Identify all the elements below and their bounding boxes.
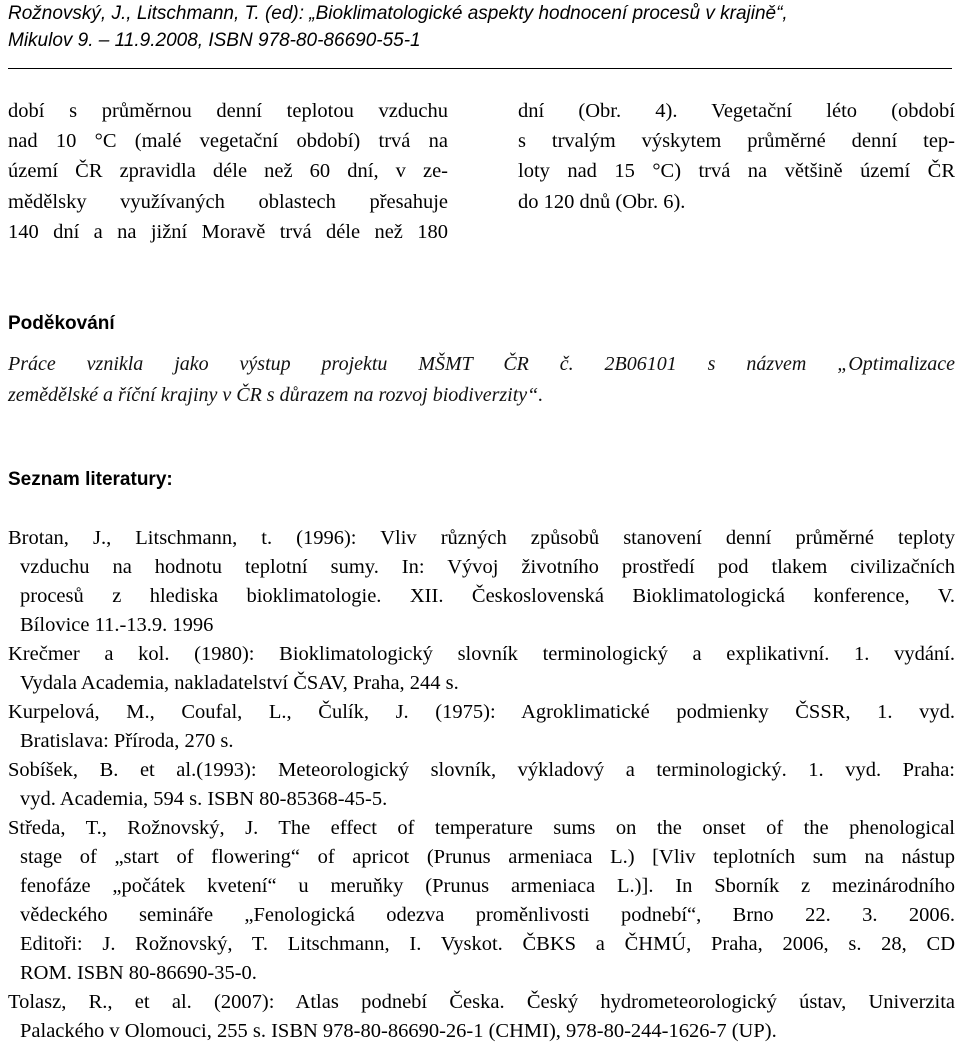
reference-entry — [8, 640, 955, 698]
right-text-column — [518, 96, 955, 217]
body-text-line: nad 10 °C (malé vegetační období) trvá na — [8, 130, 448, 153]
reference-line: procesů z hlediska bioklimatologie. XII. Československá Bioklimatologická konference, V. — [20, 585, 955, 607]
reference-line: Kurpelová, M., Coufal, L., Čulík, J. (1975): Agroklimatické podmienky ČSSR, 1. vyd. — [8, 701, 955, 723]
body-text-line: s trvalým výskytem průměrné denní tep- — [518, 130, 955, 153]
running-header — [8, 0, 952, 54]
reference-line: Palackého v Olomouci, 255 s. ISBN 978-80-86690-26-1 (CHMI), 978-80-244-1626-7 (UP). — [20, 1020, 777, 1042]
reference-line: Středa, T., Rožnovský, J. The effect of temperature sums on the onset of the phenological — [8, 817, 955, 839]
reference-entry — [8, 814, 955, 988]
acknowledgement-line: Práce vznikla jako výstup projektu MŠMT ČR č. 2B06101 s názvem „Optimalizace — [8, 353, 955, 375]
reference-entry — [8, 988, 955, 1046]
acknowledgement-text — [8, 349, 955, 411]
body-text-line: dní (Obr. 4). Vegetační léto (období — [518, 100, 955, 122]
reference-line: stage of „start of flowering“ of apricot (Prunus armeniaca L.) [Vliv teplotních sum na nástup — [20, 846, 955, 868]
reference-line: vědeckého semináře „Fenologická odezva proměnlivosti podnebí“, Brno 22. 3. 2006. — [20, 904, 955, 926]
header-conference-line: Mikulov 9. – 11.9.2008, ISBN 978-80-86690-55-1 — [8, 30, 421, 51]
reference-entry — [8, 756, 955, 814]
reference-entry — [8, 524, 955, 640]
reference-line: vyd. Academia, 594 s. ISBN 80-85368-45-5. — [20, 788, 388, 810]
acknowledgement-heading: Poděkování — [8, 313, 115, 334]
left-text-column — [8, 96, 448, 247]
reference-line: Krečmer a kol. (1980): Bioklimatologický slovník terminologický a explikativní. 1. vydání. — [8, 643, 955, 665]
reference-entry — [8, 698, 955, 756]
reference-line: vzduchu na hodnotu teplotní sumy. In: Vývoj životního prostředí pod tlakem civilizačních — [20, 556, 955, 578]
acknowledgement-line: zemědělské a říční krajiny v ČR s důrazem na rozvoj biodiverzity“. — [8, 384, 544, 406]
header-divider — [8, 68, 952, 69]
reference-line: Editoři: J. Rožnovský, T. Litschmann, I. Vyskot. ČBKS a ČHMÚ, Praha, 2006, s. 28, CD — [20, 933, 955, 955]
references-heading: Seznam literatury: — [8, 469, 173, 490]
reference-line: Tolasz, R., et al. (2007): Atlas podnebí Česka. Český hydrometeorologický ústav, Univerzita — [8, 991, 955, 1013]
body-text-line: území ČR zpravidla déle než 60 dní, v ze- — [8, 160, 448, 183]
reference-line: ROM. ISBN 80-86690-35-0. — [20, 962, 257, 984]
body-text-line: mědělsky využívaných oblastech přesahuje — [8, 190, 448, 213]
reference-list — [8, 524, 955, 1046]
header-citation-line: Rožnovský, J., Litschmann, T. (ed): „Bioklimatologické aspekty hodnocení procesů v krajině“, — [8, 3, 788, 24]
reference-line: fenofáze „počátek kvetení“ u meruňky (Prunus armeniaca L.)]. In Sborník z mezinárodního — [20, 875, 955, 897]
reference-line: Brotan, J., Litschmann, t. (1996): Vliv různých způsobů stanovení denní průměrné teploty — [8, 527, 955, 549]
reference-line: Bratislava: Příroda, 270 s. — [20, 730, 234, 752]
body-text-line: 140 dní a na jižní Moravě trvá déle než 180 — [8, 220, 448, 243]
reference-line: Vydala Academia, nakladatelství ČSAV, Praha, 244 s. — [20, 672, 459, 694]
reference-line: Bílovice 11.-13.9. 1996 — [20, 614, 214, 636]
body-text-line: dobí s průměrnou denní teplotou vzduchu — [8, 100, 448, 122]
body-text-line: loty nad 15 °C) trvá na většině území ČR — [518, 160, 955, 183]
body-text-line: do 120 dnů (Obr. 6). — [518, 190, 686, 213]
reference-line: Sobíšek, B. et al.(1993): Meteorologický slovník, výkladový a terminologický. 1. vyd. Praha: — [8, 759, 955, 781]
